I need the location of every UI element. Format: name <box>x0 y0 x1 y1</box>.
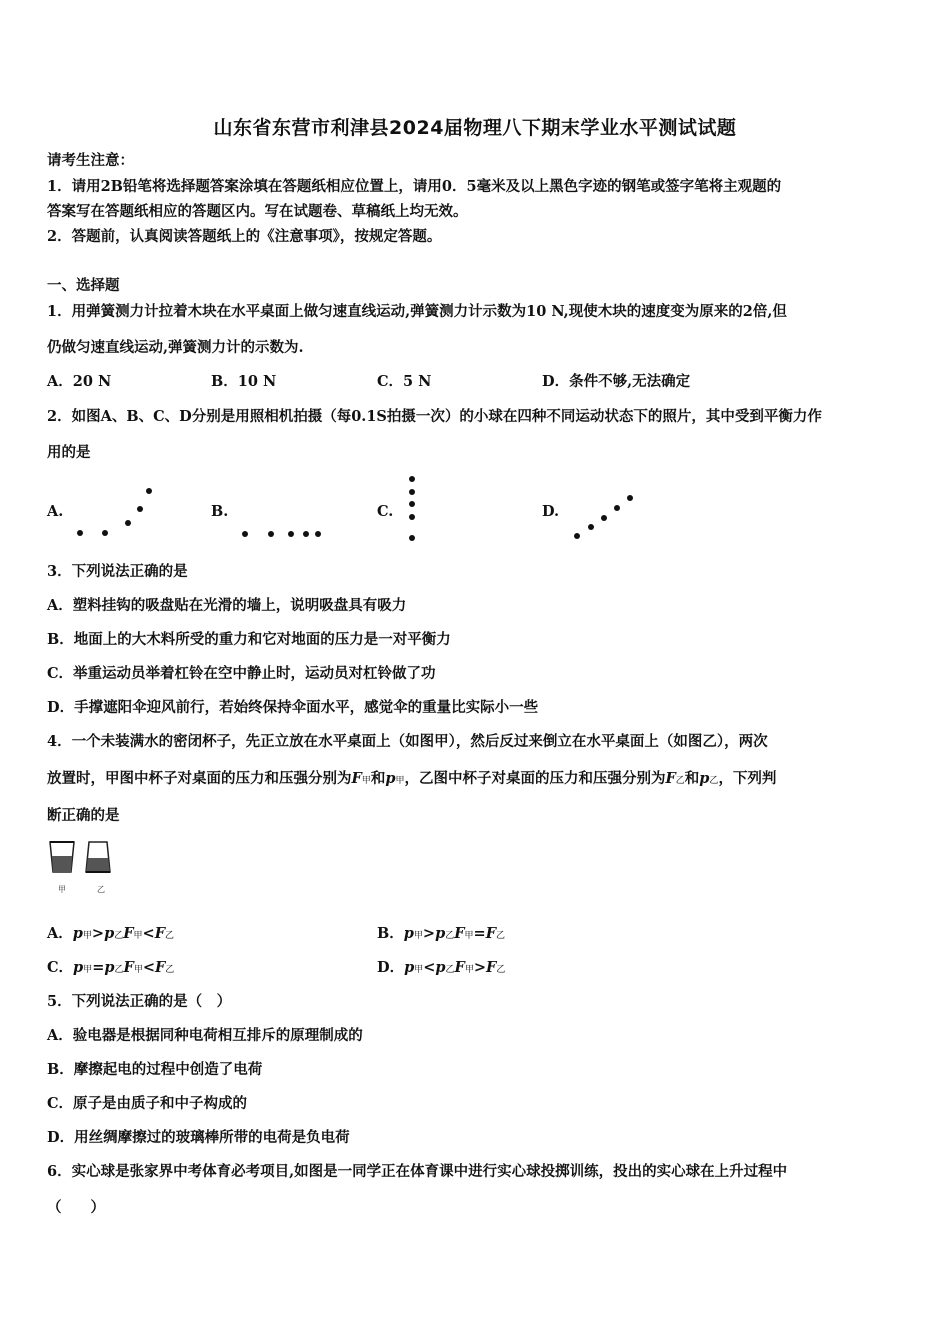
section-heading: 一、选择题 <box>47 277 120 294</box>
q2-figure-d <box>568 488 640 544</box>
q5-option-b: B．摩擦起电的过程中创造了电荷 <box>47 1061 263 1078</box>
q5-option-d: D．用丝绸摩擦过的玻璃棒所带的电荷是负电荷 <box>47 1129 350 1146</box>
q4-option-d: D．p甲<p乙F甲>F乙 <box>377 959 506 976</box>
q3-option-a: A．塑料挂钩的吸盘贴在光滑的墙上，说明吸盘具有吸力 <box>47 597 407 614</box>
q2-option-a-label: A. <box>47 503 64 520</box>
notice-line-1a: 1．请用2B铅笔将选择题答案涂填在答题纸相应位置上，请用0．5毫米及以上黑色字迹的钢笔或签字笔将主观题的 <box>47 178 782 195</box>
q5-stem: 5．下列说法正确的是（ ） <box>47 993 232 1010</box>
q4-stem-a: 4．一个未装满水的密闭杯子，先正立放在水平桌面上（如图甲），然后反过来倒立在水平桌面上（如图乙），两次 <box>47 733 768 750</box>
q1-stem-b: 仍做匀速直线运动,弹簧测力计的示数为. <box>47 339 304 356</box>
q2-figure-c <box>400 470 424 546</box>
q1-option-a: A．20 N <box>47 373 112 390</box>
notice-heading: 请考生注意： <box>47 152 134 169</box>
q5-option-a: A．验电器是根据同种电荷相互排斥的原理制成的 <box>47 1027 363 1044</box>
q4-stem-b: 放置时，甲图中杯子对桌面的压力和压强分别为F甲和p甲，乙图中杯子对桌面的压力和压强分别为F乙和p乙，下列判 <box>47 770 777 787</box>
notice-line-1b: 答案写在答题纸相应的答题区内。写在试题卷、草稿纸上均无效。 <box>47 203 468 220</box>
q1-option-b: B．10 N <box>211 373 277 390</box>
q1-option-d: D．条件不够,无法确定 <box>542 373 691 390</box>
q6-stem-b: （ ） <box>47 1199 105 1216</box>
q3-stem: 3．下列说法正确的是 <box>47 563 188 580</box>
q3-option-b: B．地面上的大木料所受的重力和它对地面的压力是一对平衡力 <box>47 631 451 648</box>
q2-figure-b <box>236 522 326 542</box>
q1-stem-a: 1．用弹簧测力计拉着木块在水平桌面上做匀速直线运动,弹簧测力计示数为10 N,现使木块的速度变为原来的2倍,但 <box>47 303 787 320</box>
q6-stem-a: 6．实心球是张家界中考体育必考项目,如图是一同学正在体育课中进行实心球投掷训练，投出的实心球在上升过程中 <box>47 1163 788 1180</box>
q3-option-c: C．举重运动员举着杠铃在空中静止时，运动员对杠铃做了功 <box>47 665 436 682</box>
page-title: 山东省东营市利津县2024届物理八下期末学业水平测试试题 <box>213 117 737 139</box>
q2-stem-b: 用的是 <box>47 444 91 461</box>
q5-option-c: C．原子是由质子和中子构成的 <box>47 1095 248 1112</box>
cup-label-jia: 甲 <box>58 885 66 894</box>
q4-option-b: B．p甲>p乙F甲=F乙 <box>377 925 506 942</box>
q4-cups-figure <box>46 836 126 886</box>
q2-option-c-label: C. <box>377 503 394 520</box>
q2-stem-a: 2．如图A、B、C、D分别是用照相机拍摄（每0.1S拍摄一次）的小球在四种不同运动状态下的照片，其中受到平衡力作 <box>47 408 822 425</box>
q4-stem-c: 断正确的是 <box>47 807 120 824</box>
notice-line-2: 2．答题前，认真阅读答题纸上的《注意事项》，按规定答题。 <box>47 228 442 245</box>
q2-figure-a <box>70 482 160 542</box>
cup-label-yi: 乙 <box>97 885 105 894</box>
q3-option-d: D．手撑遮阳伞迎风前行，若始终保持伞面水平，感觉伞的重量比实际小一些 <box>47 699 539 716</box>
q2-option-b-label: B. <box>211 503 229 520</box>
q4-option-c: C．p甲=p乙F甲<F乙 <box>47 959 175 976</box>
q1-option-c: C．5 N <box>377 373 432 390</box>
q4-option-a: A．p甲>p乙F甲<F乙 <box>47 925 175 942</box>
q2-option-d-label: D. <box>542 503 560 520</box>
